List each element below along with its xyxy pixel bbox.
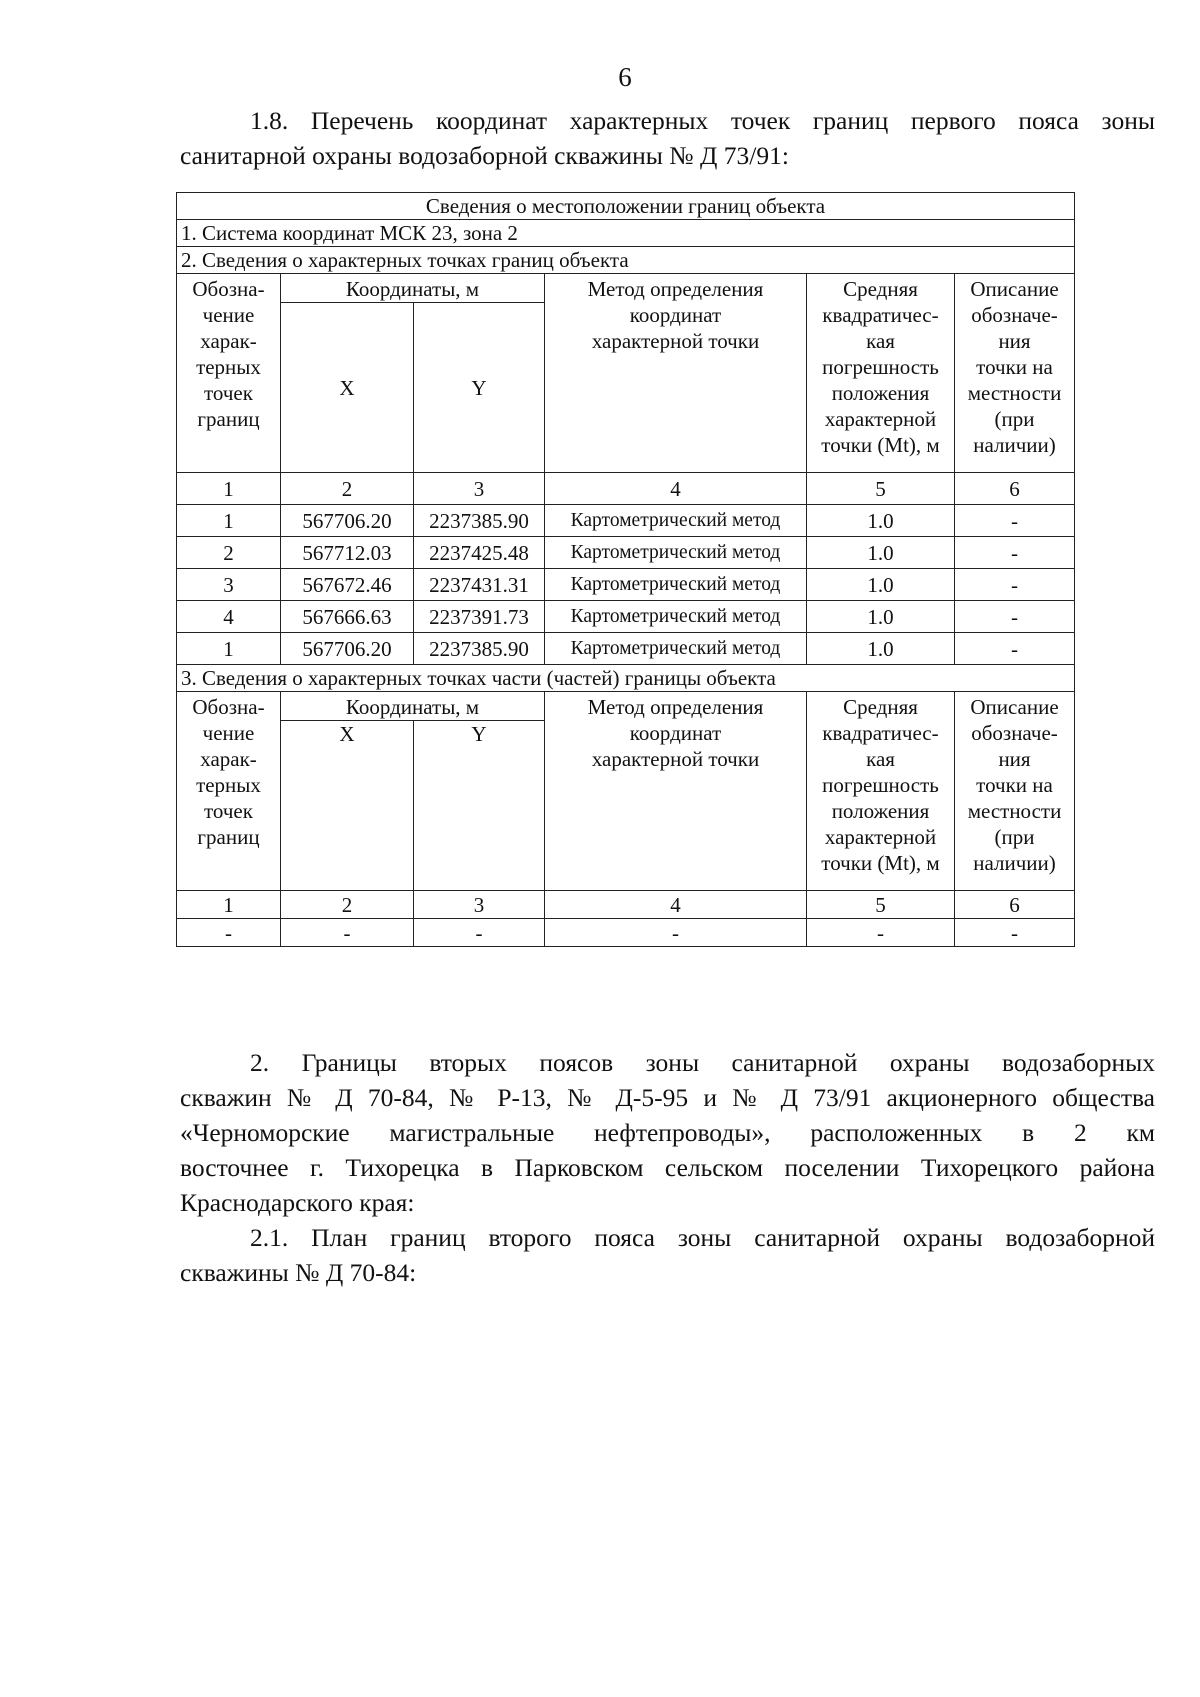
cell-method: Картометрический метод [545,569,807,601]
header-y: Y [414,721,545,891]
col-number: 3 [414,473,545,505]
table-row [177,919,1075,947]
cell-empty: - [177,919,281,947]
cell-x: 567706.20 [281,633,414,665]
cell-method: Картометрический метод [545,537,807,569]
cell-empty: - [545,919,807,947]
header-coords: Координаты, м [281,274,545,303]
cell-point: 3 [177,569,281,601]
header-designation: Обозна- чение харак- терных точек границ [177,692,281,891]
header-method: Метод определения координат характерной точки [545,692,807,891]
cell-y: 2237391.73 [414,601,545,633]
header-coords: Координаты, м [281,692,545,721]
cell-y: 2237385.90 [414,505,545,537]
cell-method: Картометрический метод [545,633,807,665]
cell-method: Картометрический метод [545,601,807,633]
text-line: 2. Границы вторых поясов зоны санитарной охраны водозаборных [250,1048,1155,1077]
text-line: «Черноморские магистральные нефтепроводы», расположенных в 2 км [180,1118,1155,1147]
table-title: Сведения о местоположении границ объекта [177,193,1075,220]
header-error: Средняя квадратичес- кая погрешность положения характерной точки (Mt), м [807,692,955,891]
text-line: скважин № Д 70-84, № Р-13, № Д-5-95 и № Д 73/91 акционерного общества [180,1083,1155,1112]
col-number: 2 [281,891,414,919]
col-number: 1 [177,891,281,919]
cell-empty: - [955,919,1075,947]
cell-point: 1 [177,505,281,537]
header-x: X [281,721,414,891]
col-number: 2 [281,473,414,505]
cell-empty: - [281,919,414,947]
col-number: 5 [807,891,955,919]
table-section2-row: 2. Сведения о характерных точках границ объекта [177,247,1075,274]
text-line: 1.8. Перечень координат характерных точек границ первого пояса зоны [250,106,1155,135]
cell-x: 567672.46 [281,569,414,601]
page-number: 6 [618,62,632,92]
cell-x: 567712.03 [281,537,414,569]
col-number: 4 [545,891,807,919]
col-number: 1 [177,473,281,505]
table-row [177,569,1075,601]
col-number: 3 [414,891,545,919]
cell-desc: - [955,633,1075,665]
cell-point: 4 [177,601,281,633]
cell-method: Картометрический метод [545,505,807,537]
cell-mt: 1.0 [807,505,955,537]
text-line: восточнее г. Тихорецка в Парковском сельском поселении Тихорецкого района [180,1153,1155,1182]
text-line: 2.1. План границ второго пояса зоны санитарной охраны водозаборной [250,1223,1155,1252]
section-1-8-heading [180,103,1155,173]
header-x: X [281,303,414,473]
table-system-row: 1. Система координат МСК 23, зона 2 [177,220,1075,247]
col-number: 6 [955,473,1075,505]
cell-desc: - [955,537,1075,569]
col-number: 6 [955,891,1075,919]
table-row [177,601,1075,633]
cell-desc: - [955,505,1075,537]
cell-mt: 1.0 [807,569,955,601]
cell-mt: 1.0 [807,633,955,665]
table-row [177,537,1075,569]
cell-x: 567666.63 [281,601,414,633]
table-row [177,505,1075,537]
cell-point: 1 [177,633,281,665]
section-2-1-text [180,1220,1155,1290]
table-section3-row: 3. Сведения о характерных точках части (частей) границы объекта [177,665,1075,692]
col-number: 4 [545,473,807,505]
cell-mt: 1.0 [807,537,955,569]
coordinates-table [176,192,1075,947]
header-description: Описание обозначе- ния точки на местности (при наличии) [955,274,1075,473]
header-error: Средняя квадратичес- кая погрешность положения характерной точки (Mt), м [807,274,955,473]
cell-x: 567706.20 [281,505,414,537]
header-designation: Обозна- чение харак- терных точек границ [177,274,281,473]
cell-y: 2237385.90 [414,633,545,665]
cell-empty: - [807,919,955,947]
cell-mt: 1.0 [807,601,955,633]
text-line: скважины № Д 70-84: [180,1258,417,1287]
cell-empty: - [414,919,545,947]
text-line: Краснодарского края: [180,1188,415,1217]
cell-point: 2 [177,537,281,569]
header-description: Описание обозначе- ния точки на местности (при наличии) [955,692,1075,891]
header-y: Y [414,303,545,473]
section-2-text [180,1045,1155,1220]
cell-y: 2237425.48 [414,537,545,569]
col-number: 5 [807,473,955,505]
table-row [177,633,1075,665]
cell-desc: - [955,569,1075,601]
cell-y: 2237431.31 [414,569,545,601]
cell-desc: - [955,601,1075,633]
header-method: Метод определения координат характерной точки [545,274,807,473]
text-line: санитарной охраны водозаборной скважины № Д 73/91: [180,141,789,170]
